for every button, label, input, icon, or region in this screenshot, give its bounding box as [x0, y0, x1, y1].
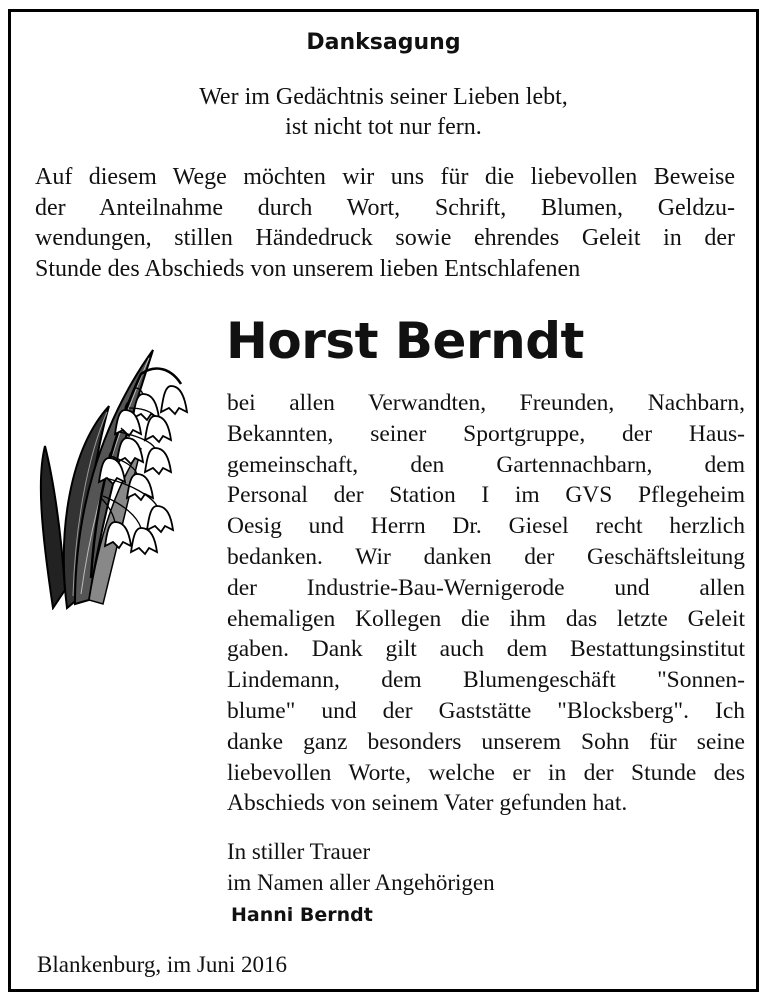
closing-block [227, 836, 495, 898]
intro-line: Auf diesem Wege möchten wir uns für die liebevollen Beweise [35, 164, 735, 190]
thanks-paragraph [227, 388, 745, 819]
closing-line: In stiller Trauer [227, 839, 371, 864]
intro-paragraph [35, 162, 735, 285]
body-line: liebevollen Worte, welche er in der Stunde des [227, 759, 745, 786]
intro-line: Stunde des Abschieds von unserem lieben Entschlafenen [35, 256, 581, 283]
body-line: Personal der Station I im GVS Pflegeheim [227, 482, 745, 509]
body-line: danke ganz besonders unserem Sohn für seine [227, 728, 745, 755]
lily-of-the-valley-icon [31, 328, 191, 610]
notice-title: Danksagung [306, 30, 461, 55]
body-line: bei allen Verwandten, Freunden, Nachbarn, [227, 390, 745, 416]
motto-line: Wer im Gedächtnis seiner Lieben lebt, [199, 84, 568, 110]
body-line: Oesig und Herrn Dr. Giesel recht herzlich [227, 513, 745, 540]
body-line: gaben. Dank gilt auch dem Bestattungsinstitut [227, 636, 745, 663]
closing-line: im Namen aller Angehörigen [227, 870, 495, 895]
body-line: bedanken. Wir danken der Geschäftsleitung [227, 543, 745, 570]
body-line: gemeinschaft, den Gartennachbarn, dem [227, 451, 745, 478]
body-line: blume" und der Gaststätte "Blocksberg". Ich [227, 697, 745, 724]
body-line: ehemaligen Kollegen die ihm das letzte Geleit [227, 605, 745, 632]
deceased-name: Horst Berndt [226, 312, 584, 370]
signer-name: Hanni Berndt [231, 904, 373, 926]
intro-line: der Anteilnahme durch Wort, Schrift, Blumen, Geldzu- [35, 194, 735, 221]
intro-line: wendungen, stillen Händedruck sowie ehrendes Geleit in der [35, 225, 735, 252]
obituary-notice [8, 9, 759, 992]
motto [11, 82, 756, 142]
body-line: Abschieds von seinem Vater gefunden hat. [227, 790, 628, 817]
place-date: Blankenburg, im Juni 2016 [37, 952, 288, 977]
body-line: Lindemann, dem Blumengeschäft "Sonnen- [227, 667, 745, 694]
body-line: der Industrie-Bau-Wernigerode und allen [227, 574, 745, 601]
body-line: Bekannten, seiner Sportgruppe, der Haus- [227, 420, 745, 447]
motto-line: ist nicht tot nur fern. [285, 114, 482, 140]
